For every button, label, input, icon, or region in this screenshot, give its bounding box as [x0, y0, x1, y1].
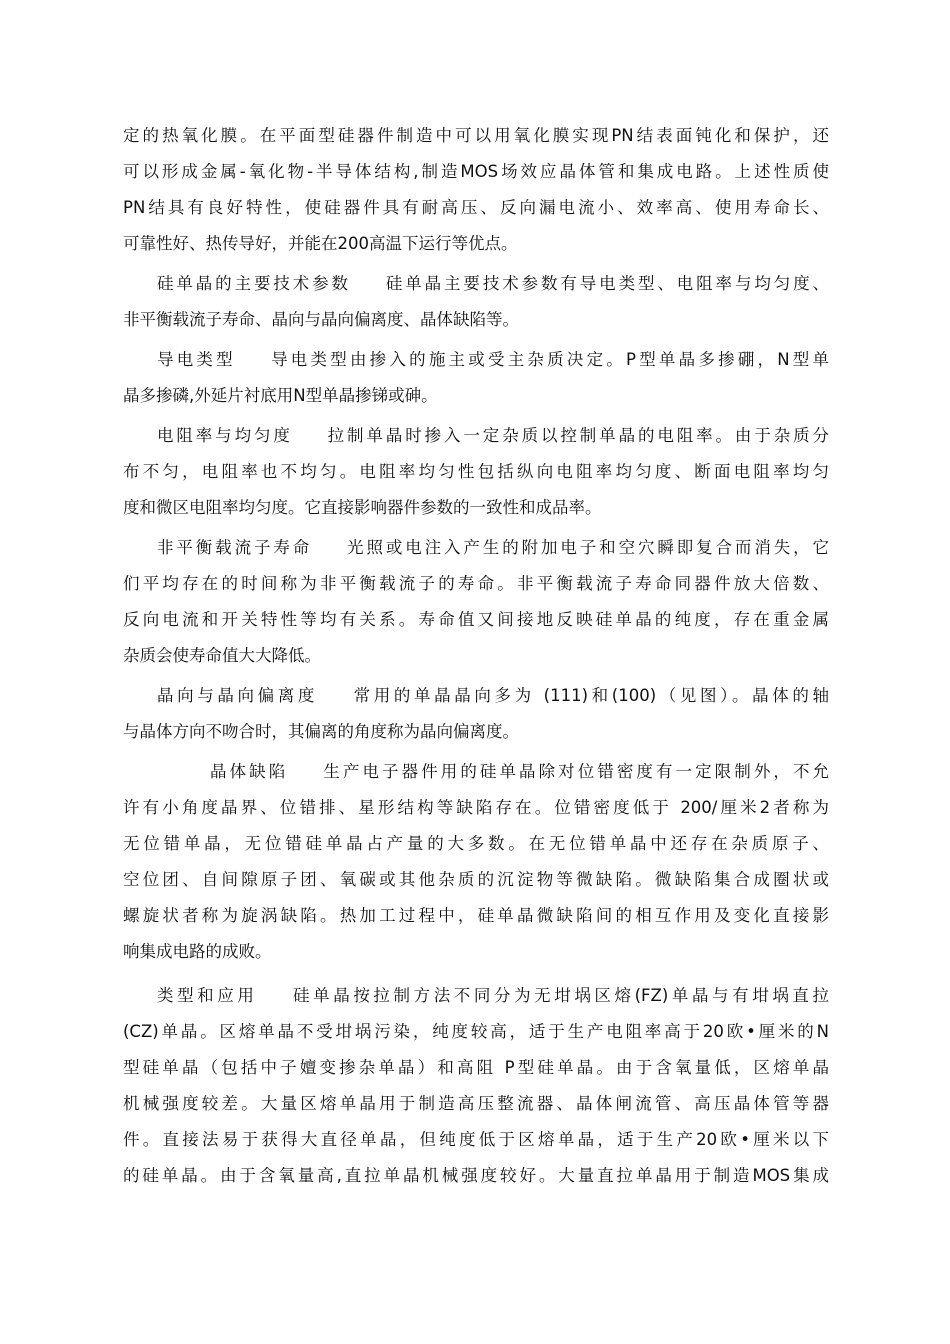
section-heading-types: 类型和应用	[157, 986, 258, 1005]
paragraph-orientation-first-line	[157, 684, 829, 708]
text-line: 机械强度较差。大量区熔单晶用于制造高压整流器、晶体闸流管、高压晶体管等器	[123, 1094, 829, 1113]
text-line: 响集成电路的成败。	[123, 942, 272, 961]
text-line: 定的热氧化膜。在平面型硅器件制造中可以用氧化膜实现PN结表面钝化和保护，还	[123, 126, 829, 145]
text-line: 件。直接法易于获得大直径单晶，但纯度低于区熔单晶，适于生产20欧•厘米以下	[123, 1130, 829, 1149]
section-heading-orientation: 晶向与晶向偏离度	[157, 686, 319, 705]
text-line: 型硅单晶（包括中子嬗变掺杂单晶）和高阻 P型硅单晶。由于含氧量低，区熔单晶	[123, 1058, 829, 1077]
text-line: 反向电流和开关特性等均有关系。寿命值又间接地反映硅单晶的纯度，存在重金属	[123, 610, 829, 629]
section-heading-params: 硅单晶的主要技术参数	[157, 274, 351, 293]
paragraph-types-first-line	[157, 984, 829, 1008]
paragraph-params-first-line	[157, 272, 829, 296]
text-line: 晶多掺磷,外延片衬底用N型单晶掺锑或砷。	[123, 386, 438, 405]
text-run: 生产电子器件用的硅单晶除对位错密度有一定限制外，不允	[320, 762, 829, 781]
paragraph-resistivity-first-line	[157, 424, 829, 448]
text-run: 导电类型由掺入的施主或受主杂质决定。P型单晶多掺硼，N型单	[267, 350, 829, 369]
text-line: PN结具有良好特性，使硅器件具有耐高压、反向漏电流小、效率高、使用寿命长、	[123, 198, 829, 217]
paragraph-lifetime-first-line	[157, 536, 829, 560]
text-line: 杂质会使寿命值大大降低。	[123, 646, 321, 665]
section-heading-defects: 晶体缺陷	[210, 762, 289, 781]
text-run: 硅单晶主要技术参数有导电类型、电阻率与均匀度、	[382, 274, 829, 293]
text-run: 硅单晶按拉制方法不同分为无坩埚区熔(FZ)单晶与有坩埚直拉	[289, 986, 829, 1005]
text-line: 布不匀，电阻率也不均匀。电阻率均匀性包括纵向电阻率均匀度、断面电阻率均匀	[123, 462, 829, 481]
section-heading-resistivity: 电阻率与均匀度	[157, 426, 293, 445]
text-run: 常用的单晶晶向多为 (111)和(100)（见图）。晶体的轴	[350, 686, 829, 705]
text-line: 度和微区电阻率均匀度。它直接影响器件参数的一致性和成品率。	[123, 498, 602, 517]
text-line: 与晶体方向不吻合时，其偏离的角度称为晶向偏离度。	[123, 722, 519, 741]
text-line: 可靠性好、热传导好，并能在200高温下运行等优点。	[123, 234, 518, 253]
text-run: 光照或电注入产生的附加电子和空穴瞬即复合而消失，它	[344, 538, 829, 557]
text-line: 可以形成金属-氧化物-半导体结构,制造MOS场效应晶体管和集成电路。上述性质使	[123, 162, 829, 181]
text-line: 们平均存在的时间称为非平衡载流子的寿命。非平衡载流子寿命同器件放大倍数、	[123, 574, 829, 593]
section-heading-conductivity: 导电类型	[157, 350, 236, 369]
text-line: 螺旋状者称为旋涡缺陷。热加工过程中，硅单晶微缺陷间的相互作用及变化直接影	[123, 906, 829, 925]
text-line: (CZ)单晶。区熔单晶不受坩埚污染，纯度较高，适于生产电阻率高于20欧•厘米的N	[123, 1022, 829, 1041]
text-run: 拉制单晶时掺入一定杂质以控制单晶的电阻率。由于杂质分	[324, 426, 829, 445]
paragraph-defects-first-line	[210, 760, 829, 784]
paragraph-conductivity-first-line	[157, 348, 829, 372]
text-line: 许有小角度晶界、位错排、星形结构等缺陷存在。位错密度低于 200/厘米2者称为	[123, 798, 829, 817]
text-line: 非平衡载流子寿命、晶向与晶向偏离度、晶体缺陷等。	[123, 310, 519, 329]
section-heading-lifetime: 非平衡载流子寿命	[157, 538, 313, 557]
text-line: 的硅单晶。由于含氧量高,直拉单晶机械强度较好。大量直拉单晶用于制造MOS集成	[123, 1166, 829, 1185]
text-line: 无位错单晶，无位错硅单晶占产量的大多数。在无位错单晶中还存在杂质原子、	[123, 834, 829, 853]
text-line: 空位团、自间隙原子团、氧碳或其他杂质的沉淀物等微缺陷。微缺陷集合成圈状或	[123, 870, 829, 889]
